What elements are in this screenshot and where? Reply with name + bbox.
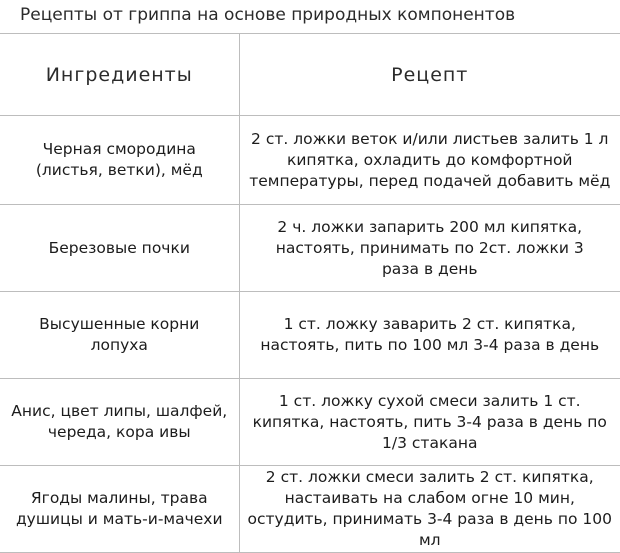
recipe-text: 2 ст. ложки веток и/или листьев залить 1 л кипятка, охладить до комфортной температуры, перед подачей добавить мёд <box>249 129 611 190</box>
ingredients-cell <box>0 379 239 466</box>
recipe-text: 2 ч. ложки запарить 200 мл кипятка, настоять, принимать по 2ст. ложки 3 раза в день <box>275 217 584 278</box>
ingredients-cell <box>0 466 239 553</box>
recipe-text: 2 ст. ложки смеси залить 2 ст. кипятка, настаивать на слабом огне 10 мин, остудить, принимать 3-4 раза в день по 100 мл <box>247 468 612 549</box>
recipes-table <box>0 33 620 553</box>
ingredients-text: Черная смородина (листья, ветки), мёд <box>35 140 203 179</box>
recipe-cell <box>239 116 620 205</box>
page-title: Рецепты от гриппа на основе природных компонентов <box>20 5 516 25</box>
table-header-row <box>0 34 620 116</box>
ingredients-text: Высушенные корни лопуха <box>39 315 200 354</box>
ingredients-cell <box>0 205 239 292</box>
table-row <box>0 379 620 466</box>
table-row <box>0 292 620 379</box>
recipe-cell <box>239 466 620 553</box>
recipe-cell <box>239 205 620 292</box>
ingredients-text: Ягоды малины, трава душицы и мать-и-мачехи <box>15 489 223 528</box>
table-row <box>0 116 620 205</box>
ingredients-cell <box>0 116 239 205</box>
recipe-text: 1 ст. ложку сухой смеси залить 1 ст. кипятка, настоять, пить 3-4 раза в день по 1/3 стакана <box>252 391 607 452</box>
ingredients-text: Березовые почки <box>48 238 190 257</box>
ingredients-cell <box>0 292 239 379</box>
column-header-recipe: Рецепт <box>239 34 620 116</box>
recipe-cell <box>239 379 620 466</box>
recipe-text: 1 ст. ложку заварить 2 ст. кипятка, настоять, пить по 100 мл 3-4 раза в день <box>260 315 600 354</box>
ingredients-text: Анис, цвет липы, шалфей, череда, кора ивы <box>11 402 228 441</box>
recipe-cell <box>239 292 620 379</box>
table-row <box>0 466 620 553</box>
column-header-ingredients: Ингредиенты <box>0 34 239 116</box>
table-row <box>0 205 620 292</box>
